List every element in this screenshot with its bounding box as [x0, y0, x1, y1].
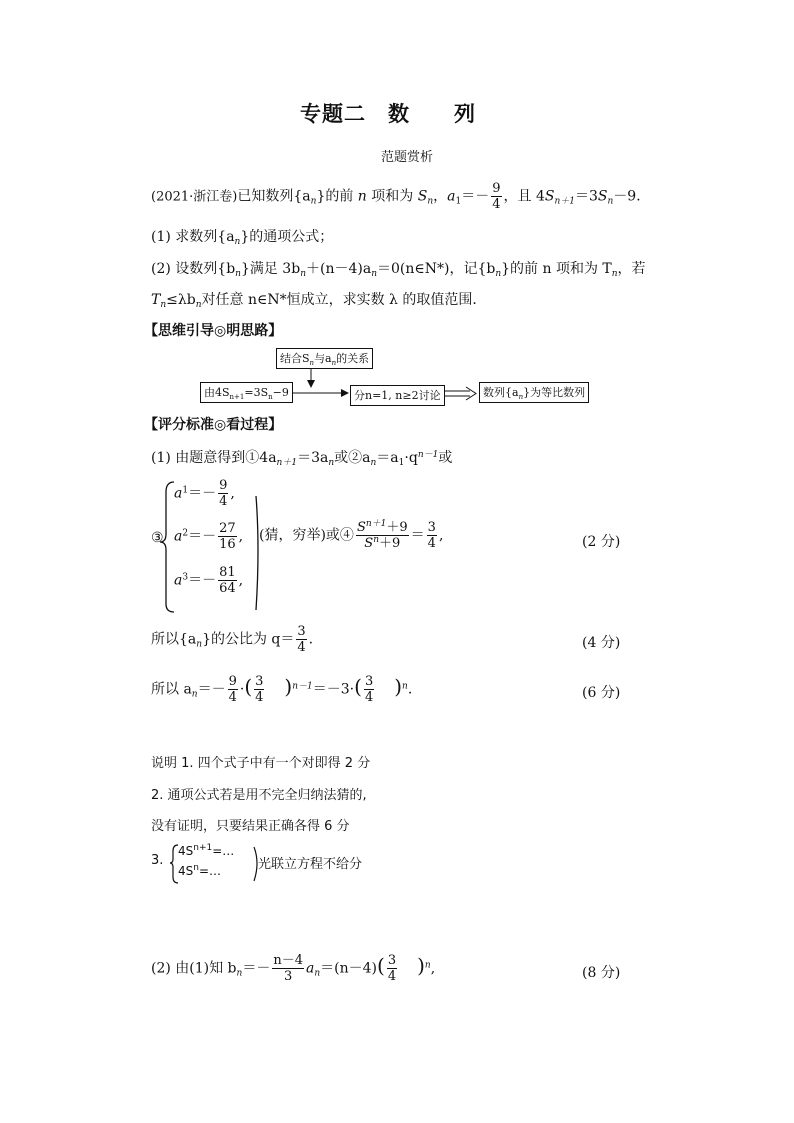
- page-title: 专题二 数 列: [300, 101, 476, 126]
- flow-box-cases: 分n=1, n≥2讨论: [350, 385, 445, 406]
- problem-source: (2021·浙江卷): [151, 189, 238, 205]
- score-2: (2 分): [582, 534, 621, 550]
- flow-box-conclusion: 数列$\{a_n\}$为等比数列: [479, 382, 589, 403]
- case-row-2: $a^2=-$ $\frac{27}{16}$ ,: [174, 521, 244, 552]
- circle-3: ③: [151, 530, 164, 546]
- part2-solution-line: (2) 由(1)知 $b_n=-$ $\frac{n-4}{3}$ $a_n=(n-4)$( $\frac{3}{4}$ )$^n$,: [151, 953, 436, 984]
- problem-part2-line1: (2) 设数列$\{b_n\}$满足 $3b_n+(n-4)a_n=0(n\in N*)$，记$\{b_n\}$的前 n 项和为 $T_n$，若: [151, 261, 646, 279]
- fraction-9-4: $\frac{9}{4}$: [492, 181, 501, 212]
- flow-arrows: [0, 0, 794, 420]
- note-4-row2: $4S^n=\dots$: [178, 863, 222, 878]
- note-4-number: 3.: [151, 853, 164, 868]
- score-6: (6 分): [582, 685, 621, 701]
- note-4-text: 光联立方程不给分: [258, 857, 363, 872]
- note-2: 2. 通项公式若是用不完全归纳法猜的,: [151, 788, 367, 803]
- heading-thinking-guide: 【思维引导◎明思路】: [144, 323, 283, 339]
- solution-line1: (1) 由题意得到$①4a_{n+1}=3a_n$或$②a_n=a_1\cdot q^{n-1}$或: [151, 450, 453, 468]
- problem-part2-line2: $T_n\le\lambda b_n$对任意 n∈N*恒成立，求实数 λ 的取值范围．: [151, 292, 487, 310]
- note-4-row1: $4S^{n+1}=\dots$: [178, 843, 235, 858]
- problem-part1: (1) 求数列$\{a_n\}$的通项公式；: [151, 229, 334, 247]
- problem-stem: (2021·浙江卷)已知数列$\{a_n\}$的前 n 项和为 $S_n$，$a_1=-$ $\frac{9}{4}$ ，且 $4S_{n+1}=3S_n-9$．: [151, 181, 651, 212]
- note-3: 没有证明，只要结果正确各得 6 分: [151, 819, 350, 834]
- ratio-line: 所以$\{a_n\}$的公比为 q＝ $\frac{3}{4}$ .: [151, 624, 314, 655]
- general-term-line: 所以 $a_n=-$ $\frac{9}{4}$ ·( $\frac{3}{4}$ )$^{n-1}$＝－3·( $\frac{3}{4}$ )$^n$.: [151, 674, 413, 705]
- flow-box-relation: 结合$S_n$与$a_n$的关系: [276, 348, 373, 369]
- flow-box-given: 由$4S_{n+1}=3S_n-9$: [200, 382, 293, 403]
- score-4: (4 分): [582, 635, 621, 651]
- case-row-1: $a^1=-$ $\frac{9}{4}$ ,: [174, 478, 235, 509]
- score-8: (8 分): [582, 965, 621, 981]
- case-row-3: $a^3=-$ $\frac{81}{64}$ ,: [174, 565, 244, 596]
- section-subtitle: 范题赏析: [381, 150, 434, 165]
- note-1: 说明 1. 四个式子中有一个对即得 2 分: [151, 756, 371, 771]
- heading-scoring-standard: 【评分标准◎看过程】: [144, 417, 283, 433]
- guess-and-ratio: (猜，穷举)或④ $\frac{S^{n+1}+9}{S^n+9}$ ＝ $\frac{3}{4}$ ,: [259, 519, 444, 551]
